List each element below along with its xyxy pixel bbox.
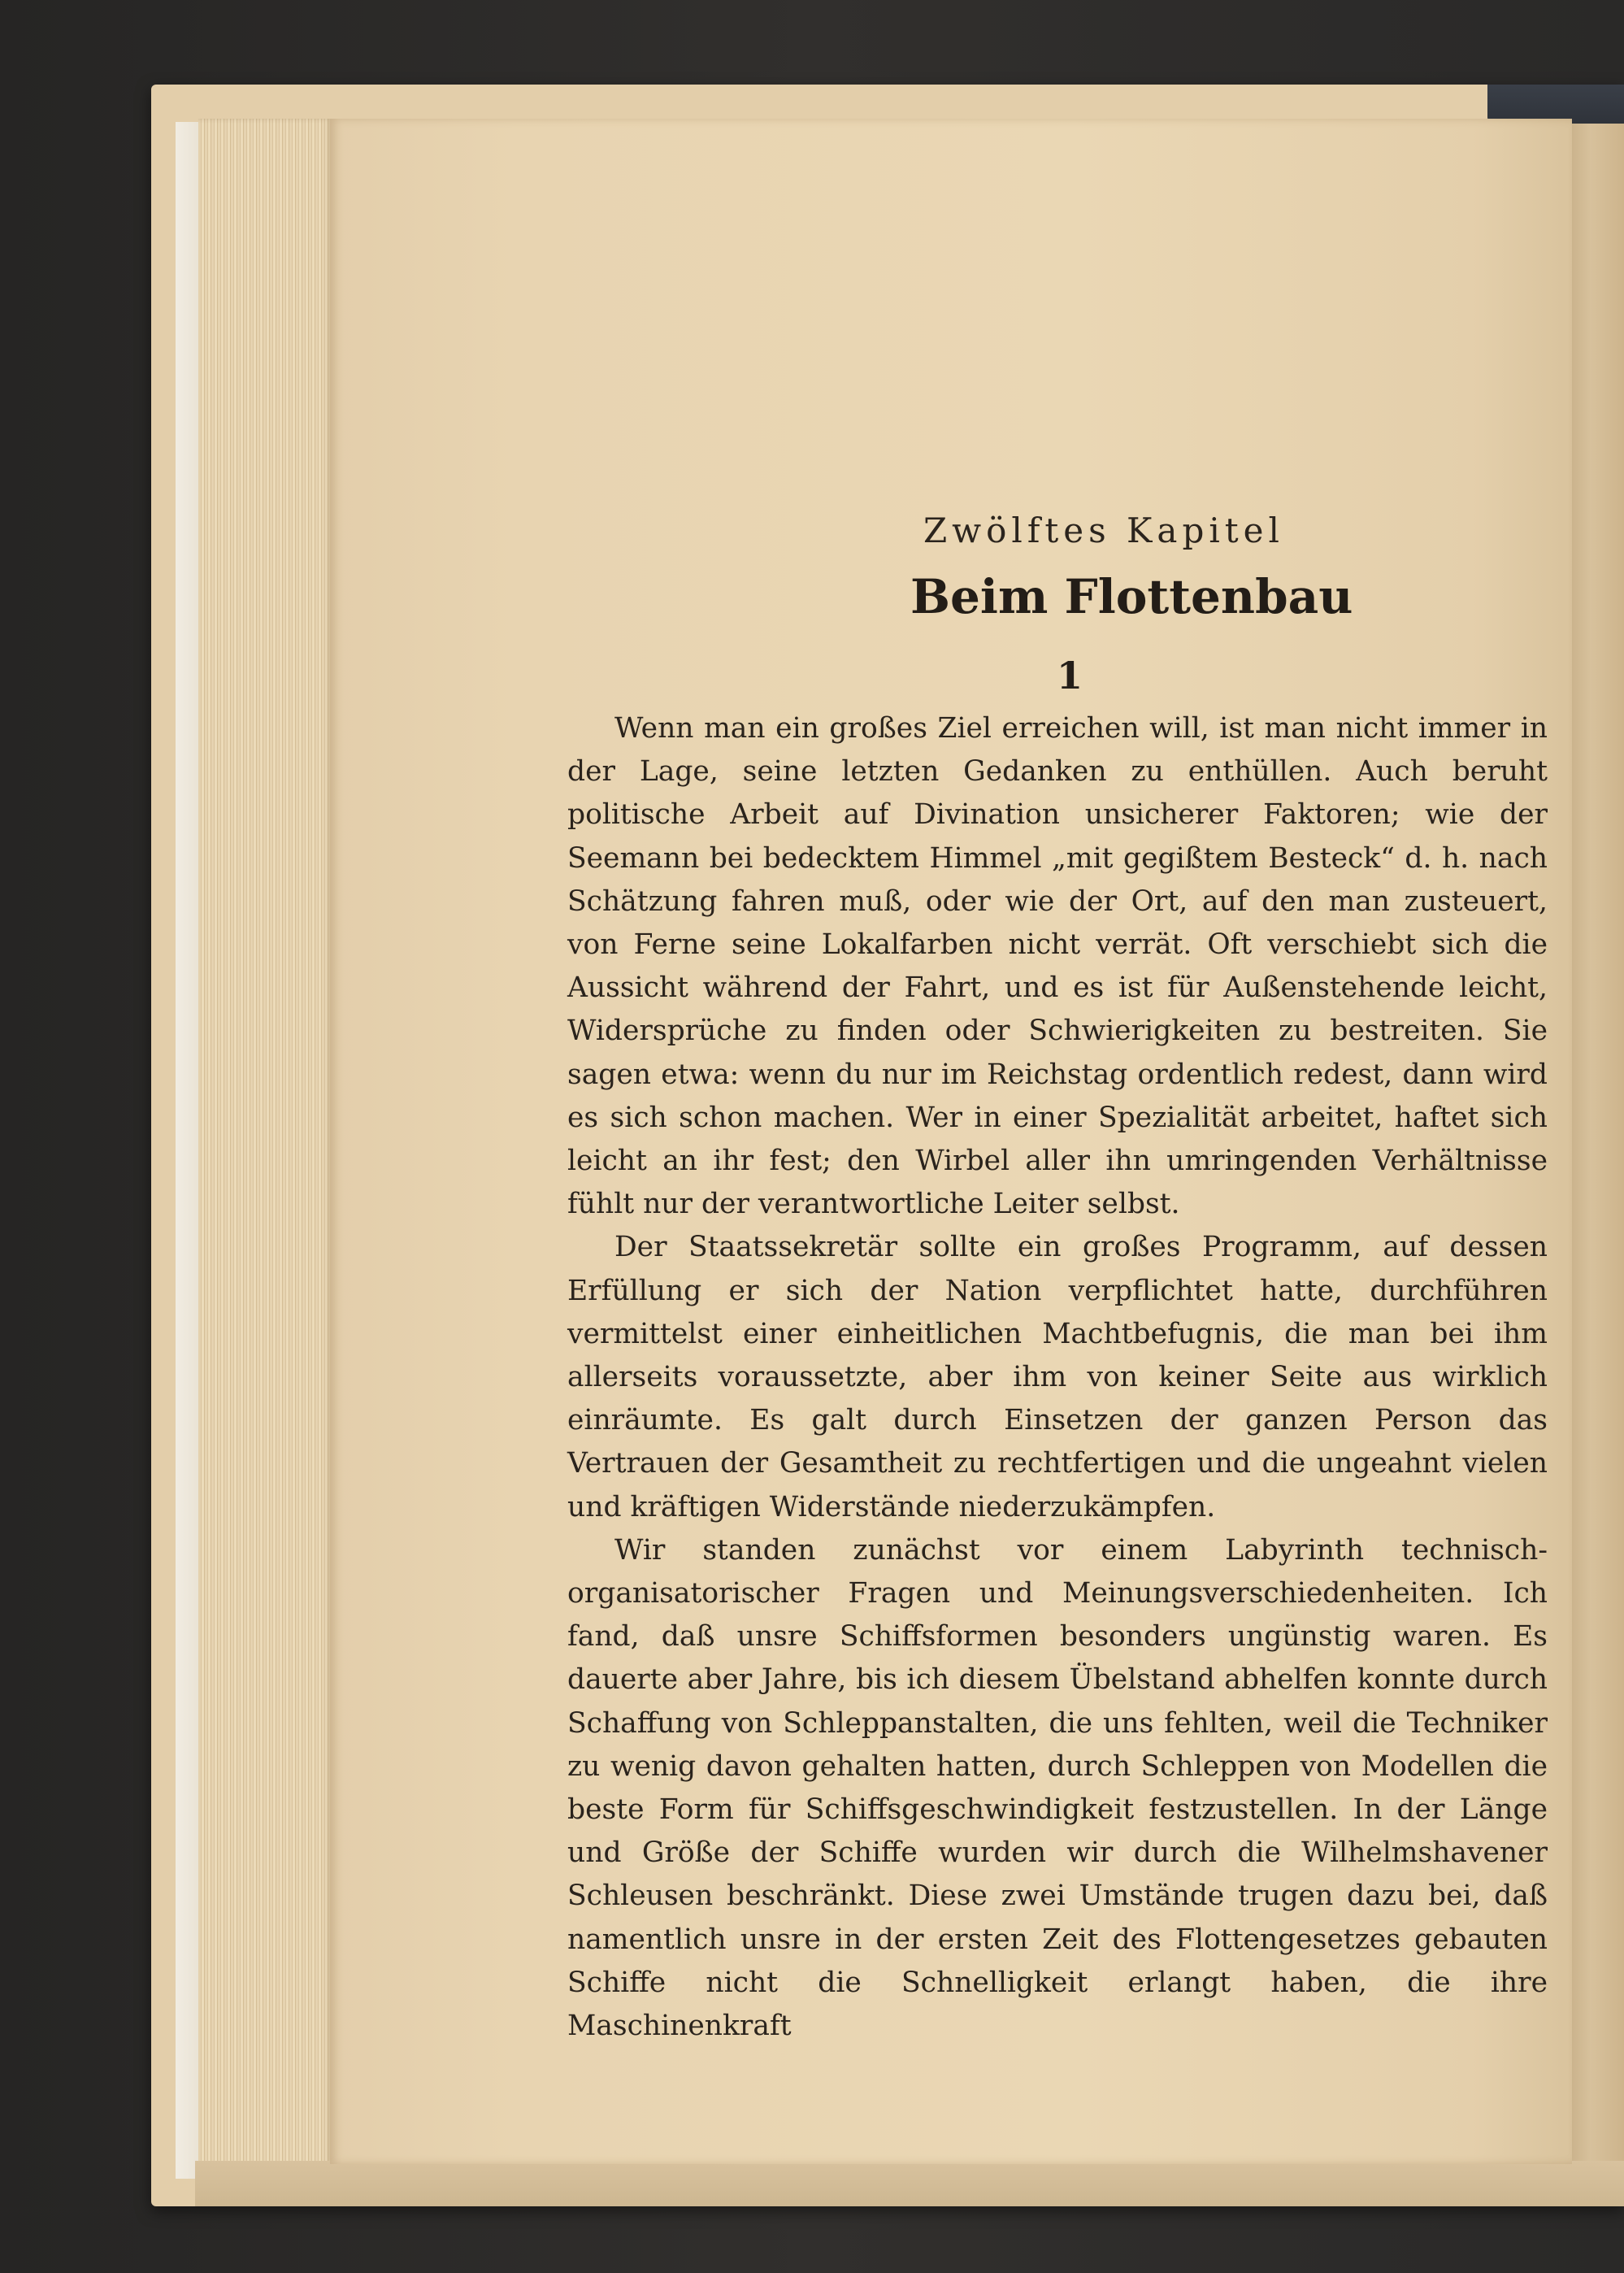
body-text xyxy=(567,707,1548,2048)
paragraph: Wir standen zunächst vor einem Labyrinth technisch-organisatorischer Fragen und Meinungsverschiedenheiten. Ich fand, daß unsre Schiffsformen besonders ungünstig waren. Es dauerte aber Jahre, bis ich diesem Übelstand abhelfen konnte durch Schaffung von Schleppanstalten, die uns fehlten, weil die Techniker zu wenig davon gehalten hatten, durch Schleppen von Modellen die beste Form für Schiffsgeschwindigkeit festzustellen. In der Länge und Größe der Schiffe wurden wir durch die Wilhelmshavener Schleusen beschränkt. Diese zwei Umstände trugen dazu bei, daß namentlich unsre in der ersten Zeit des Flottengesetzes gebauten Schiffe nicht die Schnelligkeit erlangt haben, die ihre Maschinenkraft xyxy=(567,1533,1548,2043)
next-page-edge xyxy=(1569,124,1624,2172)
chapter-label: Zwölftes Kapitel xyxy=(923,511,1284,550)
paragraph: Wenn man ein großes Ziel erreichen will, ist man nicht immer in der Lage, seine letzten Gedanken zu enthüllen. Auch beruht politische Arbeit auf Divination unsicherer Faktoren; wie der Seemann bei bedecktem Himmel „mit gegißtem Besteck“ d. h. nach Schätzung fahren muß, oder wie der Ort, auf den man zusteuert, von Ferne seine Lokalfarben nicht verrät. Oft verschiebt sich die Aussicht während der Fahrt, und es ist für Außenstehende leicht, Widersprüche zu finden oder Schwierigkeiten zu bestreiten. Sie sagen etwa: wenn du nur im Reichstag ordentlich redest, dann wird es sich schon machen. Wer in einer Spezialität arbeitet, haftet sich leicht an ihr fest; den Wirbel aller ihn umringenden Verhältnisse fühlt nur der verantwortliche Leiter selbst. xyxy=(567,712,1548,1221)
book-spine-cloth xyxy=(1487,85,1624,124)
book-bottom-board xyxy=(195,2161,1624,2206)
paragraph: Der Staatssekretär sollte ein großes Programm, auf dessen Erfüllung er sich der Nation verpflichtet hatte, durchführen vermittelst einer einheitlichen Machtbefugnis, die man bei ihm allerseits voraussetzte, aber ihm von keiner Seite aus wirklich einräumte. Es galt durch Einsetzen der ganzen Person das Vertrauen der Gesamtheit zu rechtfertigen und die ungeahnt vielen und kräftigen Widerstände niederzukämpfen. xyxy=(567,1231,1548,1523)
page-edges xyxy=(198,119,332,2167)
chapter-title: Beim Flottenbau xyxy=(910,569,1353,624)
section-number: 1 xyxy=(1057,654,1083,698)
